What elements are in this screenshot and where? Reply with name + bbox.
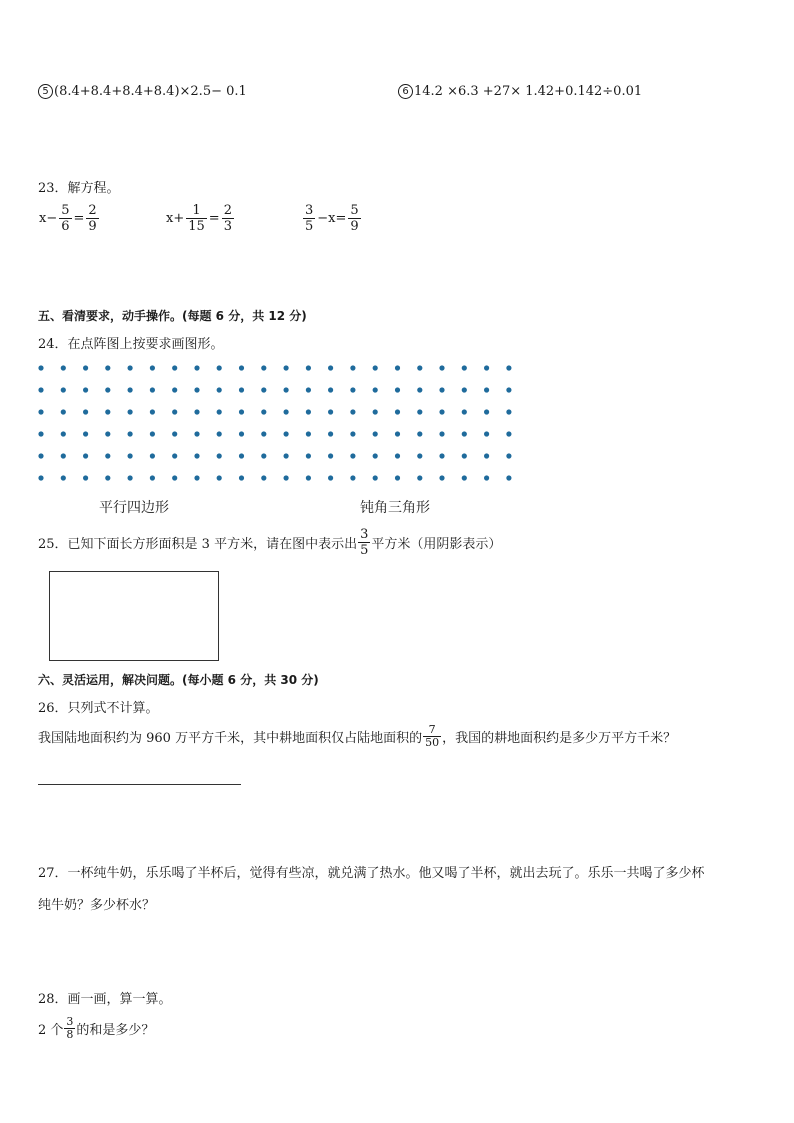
- grid-dot[interactable]: [83, 409, 88, 414]
- q25-text: [38, 527, 501, 558]
- grid-dot[interactable]: [61, 431, 66, 436]
- grid-dot[interactable]: [217, 387, 222, 392]
- grid-dot[interactable]: [395, 453, 400, 458]
- eq1-left: x−: [39, 211, 58, 226]
- grid-dot[interactable]: [194, 365, 199, 370]
- label-obtuse-triangle: 钝角三角形: [360, 500, 430, 516]
- grid-dot[interactable]: [417, 475, 422, 480]
- grid-dot[interactable]: [261, 387, 266, 392]
- grid-dot[interactable]: [261, 409, 266, 414]
- grid-dot[interactable]: [350, 475, 355, 480]
- eq3-den-2: 9: [350, 219, 359, 234]
- grid-dot[interactable]: [350, 453, 355, 458]
- grid-dot[interactable]: [83, 431, 88, 436]
- eq3-mid: −x=: [317, 211, 347, 226]
- grid-dot[interactable]: [395, 431, 400, 436]
- q28-num: 3: [66, 1015, 74, 1028]
- grid-dot[interactable]: [194, 409, 199, 414]
- grid-dot[interactable]: [506, 431, 511, 436]
- q25-den: 5: [360, 543, 369, 558]
- grid-dot[interactable]: [484, 475, 489, 480]
- grid-dot[interactable]: [38, 387, 43, 392]
- grid-dot[interactable]: [350, 409, 355, 414]
- q27-line-1: 27．一杯纯牛奶，乐乐喝了半杯后，觉得有些凉，就兑满了热水。他又喝了半杯，就出去玩了。乐乐一共喝了多少杯: [38, 866, 705, 881]
- grid-dot[interactable]: [373, 365, 378, 370]
- grid-dot[interactable]: [239, 365, 244, 370]
- grid-dot[interactable]: [306, 387, 311, 392]
- q25-num: 3: [360, 527, 369, 542]
- eq2-num-1: 1: [186, 203, 207, 219]
- grid-dot[interactable]: [150, 431, 155, 436]
- grid-dot[interactable]: [194, 387, 199, 392]
- grid-dot[interactable]: [284, 387, 289, 392]
- grid-dot[interactable]: [217, 431, 222, 436]
- q26-num: 7: [423, 724, 441, 737]
- q26-text-after: ，我国的耕地面积约是多少万平方千米？: [442, 731, 677, 746]
- grid-dot[interactable]: [239, 431, 244, 436]
- grid-dot[interactable]: [105, 365, 110, 370]
- grid-dot[interactable]: [462, 431, 467, 436]
- calc-expression-5: (8.4+8.4+8.4+8.4)×2.5− 0.1: [54, 84, 247, 99]
- grid-dot[interactable]: [328, 387, 333, 392]
- grid-dot[interactable]: [417, 409, 422, 414]
- eq2-equals: =: [208, 211, 220, 226]
- q26-text-before: 我国陆地面积约为 960 万平方千米，其中耕地面积仅占陆地面积的: [38, 731, 423, 746]
- grid-dot[interactable]: [61, 387, 66, 392]
- grid-dot[interactable]: [128, 453, 133, 458]
- grid-dot[interactable]: [83, 387, 88, 392]
- grid-dot[interactable]: [261, 475, 266, 480]
- q28-text-before: 2 个: [38, 1023, 64, 1038]
- circled-number-6: 6: [398, 84, 413, 99]
- grid-dot[interactable]: [506, 475, 511, 480]
- grid-dot[interactable]: [328, 431, 333, 436]
- grid-dot[interactable]: [395, 365, 400, 370]
- eq1-num-2: 2: [88, 203, 97, 218]
- grid-dot[interactable]: [306, 453, 311, 458]
- grid-dot[interactable]: [105, 453, 110, 458]
- grid-dot[interactable]: [239, 387, 244, 392]
- grid-dot[interactable]: [462, 475, 467, 480]
- calc-expression-6: 14.2 ×6.3 +27× 1.42+0.142÷0.01: [414, 84, 643, 99]
- circled-number-5: 5: [38, 84, 53, 99]
- grid-dot[interactable]: [439, 365, 444, 370]
- q26-den: 50: [425, 736, 440, 749]
- eq1-equals: =: [73, 211, 85, 226]
- label-parallelogram: 平行四边形: [99, 500, 169, 516]
- grid-dot[interactable]: [328, 475, 333, 480]
- grid-dot[interactable]: [462, 409, 467, 414]
- grid-dot[interactable]: [38, 453, 43, 458]
- grid-dot[interactable]: [105, 409, 110, 414]
- grid-dot[interactable]: [150, 365, 155, 370]
- q26-fraction: [423, 724, 441, 749]
- grid-dot[interactable]: [239, 475, 244, 480]
- grid-dot[interactable]: [395, 387, 400, 392]
- grid-dot[interactable]: [261, 431, 266, 436]
- grid-dot[interactable]: [61, 453, 66, 458]
- grid-dot[interactable]: [373, 475, 378, 480]
- grid-dot[interactable]: [306, 409, 311, 414]
- grid-dot[interactable]: [484, 387, 489, 392]
- q27-line-2: 纯牛奶？多少杯水？: [38, 898, 156, 913]
- grid-dot[interactable]: [83, 475, 88, 480]
- grid-dot[interactable]: [128, 475, 133, 480]
- grid-dot[interactable]: [105, 387, 110, 392]
- eq1-den-1: 6: [61, 219, 70, 234]
- grid-dot[interactable]: [484, 409, 489, 414]
- eq1-num-1: 5: [61, 203, 70, 218]
- q26-title: 26．只列式不计算。: [38, 701, 159, 716]
- grid-dot[interactable]: [172, 387, 177, 392]
- q28-title: 28．画一画，算一算。: [38, 992, 172, 1007]
- grid-dot[interactable]: [328, 409, 333, 414]
- grid-dot[interactable]: [506, 453, 511, 458]
- eq3-den-1: 5: [305, 219, 314, 234]
- grid-dot[interactable]: [128, 409, 133, 414]
- grid-dot[interactable]: [284, 365, 289, 370]
- grid-dot[interactable]: [239, 453, 244, 458]
- grid-dot[interactable]: [373, 431, 378, 436]
- q28-den: 8: [66, 1028, 74, 1041]
- grid-dot[interactable]: [462, 365, 467, 370]
- grid-dot[interactable]: [239, 409, 244, 414]
- eq2-den-1: 15: [188, 219, 205, 234]
- section-6-heading: 六、灵活运用，解决问题。(每小题 6 分，共 30 分): [38, 673, 319, 687]
- grid-dot[interactable]: [284, 475, 289, 480]
- grid-dot[interactable]: [439, 475, 444, 480]
- grid-dot[interactable]: [105, 431, 110, 436]
- grid-dot[interactable]: [484, 365, 489, 370]
- q24-title: 24．在点阵图上按要求画图形。: [38, 337, 224, 352]
- q26-text: [38, 724, 676, 749]
- grid-dot[interactable]: [506, 387, 511, 392]
- grid-dot[interactable]: [172, 453, 177, 458]
- grid-dot[interactable]: [506, 365, 511, 370]
- grid-dot[interactable]: [128, 431, 133, 436]
- eq3-num-1: 3: [305, 203, 314, 218]
- grid-dot[interactable]: [172, 431, 177, 436]
- grid-dot[interactable]: [284, 431, 289, 436]
- grid-dot[interactable]: [194, 431, 199, 436]
- grid-dot[interactable]: [439, 409, 444, 414]
- grid-dot[interactable]: [417, 387, 422, 392]
- grid-dot[interactable]: [38, 475, 43, 480]
- grid-dot[interactable]: [350, 365, 355, 370]
- eq1-den-2: 9: [88, 219, 97, 234]
- grid-dot[interactable]: [128, 387, 133, 392]
- q28-text-after: 的和是多少？: [76, 1023, 155, 1038]
- eq3-num-2: 5: [350, 203, 359, 218]
- grid-dot[interactable]: [373, 409, 378, 414]
- grid-dot[interactable]: [261, 453, 266, 458]
- grid-dot[interactable]: [506, 409, 511, 414]
- grid-dot[interactable]: [462, 453, 467, 458]
- grid-dot[interactable]: [150, 409, 155, 414]
- grid-dot[interactable]: [172, 475, 177, 480]
- grid-dot[interactable]: [105, 475, 110, 480]
- grid-dot[interactable]: [61, 409, 66, 414]
- grid-dot[interactable]: [38, 431, 43, 436]
- grid-dot[interactable]: [306, 365, 311, 370]
- grid-dot[interactable]: [306, 431, 311, 436]
- q28-fraction: [64, 1016, 75, 1041]
- grid-dot[interactable]: [217, 409, 222, 414]
- q23-title: 23．解方程。: [38, 181, 120, 196]
- grid-dot[interactable]: [284, 409, 289, 414]
- answer-line[interactable]: [38, 784, 241, 785]
- grid-dot[interactable]: [439, 453, 444, 458]
- grid-dot[interactable]: [261, 365, 266, 370]
- grid-dot[interactable]: [462, 387, 467, 392]
- grid-dot[interactable]: [83, 453, 88, 458]
- grid-dot[interactable]: [373, 387, 378, 392]
- grid-dot[interactable]: [284, 453, 289, 458]
- grid-dot[interactable]: [328, 453, 333, 458]
- grid-dot[interactable]: [328, 365, 333, 370]
- grid-dot[interactable]: [61, 475, 66, 480]
- grid-dot[interactable]: [217, 475, 222, 480]
- grid-dot[interactable]: [395, 475, 400, 480]
- section-5-heading: 五、看清要求，动手操作。(每题 6 分，共 12 分): [38, 309, 307, 323]
- grid-dot[interactable]: [61, 365, 66, 370]
- grid-dot[interactable]: [150, 453, 155, 458]
- grid-dot[interactable]: [38, 409, 43, 414]
- eq2-left: x+: [166, 211, 185, 226]
- grid-dot[interactable]: [439, 387, 444, 392]
- grid-dot[interactable]: [417, 431, 422, 436]
- grid-dot[interactable]: [217, 453, 222, 458]
- grid-dot[interactable]: [306, 475, 311, 480]
- grid-dot[interactable]: [83, 365, 88, 370]
- grid-dot[interactable]: [417, 453, 422, 458]
- grid-dot[interactable]: [150, 387, 155, 392]
- grid-dot[interactable]: [439, 431, 444, 436]
- grid-dot[interactable]: [150, 475, 155, 480]
- grid-dot[interactable]: [128, 365, 133, 370]
- grid-dot[interactable]: [484, 453, 489, 458]
- eq2-den-2: 3: [223, 219, 232, 234]
- q25-text-before: 25．已知下面长方形面积是 3 平方米，请在图中表示出: [38, 537, 358, 552]
- grid-dot[interactable]: [194, 475, 199, 480]
- grid-dot[interactable]: [350, 387, 355, 392]
- q28-text: [38, 1016, 154, 1041]
- grid-dot[interactable]: [350, 431, 355, 436]
- grid-dot[interactable]: [172, 409, 177, 414]
- q25-text-after: 平方米（用阴影表示）: [371, 537, 502, 552]
- grid-dot[interactable]: [217, 365, 222, 370]
- grid-dot[interactable]: [417, 365, 422, 370]
- grid-dot[interactable]: [194, 453, 199, 458]
- grid-dot[interactable]: [172, 365, 177, 370]
- grid-dot[interactable]: [395, 409, 400, 414]
- grid-dot[interactable]: [484, 431, 489, 436]
- grid-dot[interactable]: [373, 453, 378, 458]
- rectangle-area-box[interactable]: [49, 571, 219, 661]
- eq2-num-2: 2: [223, 203, 232, 218]
- q25-fraction: [358, 527, 370, 558]
- grid-dot[interactable]: [38, 365, 43, 370]
